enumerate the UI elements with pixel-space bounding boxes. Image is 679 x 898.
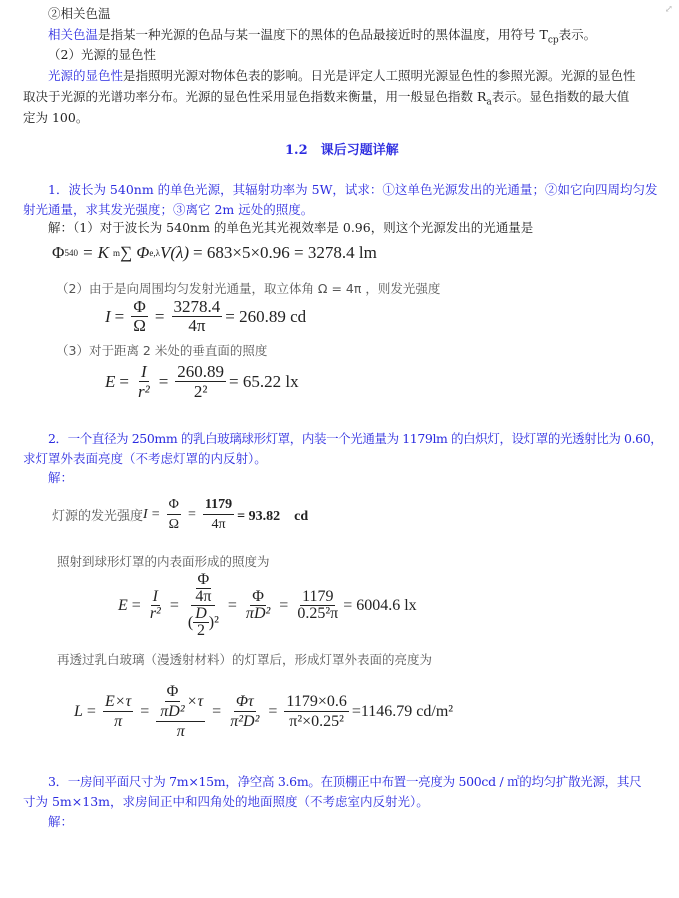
f: Ω — [168, 517, 179, 532]
cr-definition-2 — [23, 87, 629, 113]
q1-formula-3: E = $\frac{I}{\text{r²}}$ = $\frac{260.89}{\text{2²}}$ = 65.22 lx — [105, 362, 299, 401]
q3-text-2: 寸为 5m×13m，求房间正中和四角处的地面照度（不考虑室内反射光）。 — [23, 794, 429, 809]
f: =1146.79 cd/m² — [351, 702, 454, 720]
f: 260.89 — [177, 362, 225, 381]
q1-text-1: 1．波长为 540nm 的单色光源，其辐射功率为 5W，试求：①这单色光源发出的光通量；②如它向四周均匀发 — [48, 182, 658, 197]
term-cct: 相关色温 — [48, 27, 99, 42]
text: 表示。显色指数的最大值 — [491, 89, 630, 104]
f: = 260.89 cd — [225, 306, 307, 326]
q2-text-1: 2．一个直径为 250mm 的乳白玻璃球形灯罩，内装一个光通量为 1179lm 的白炽灯，设灯罩的光透射比为 0.60， — [48, 431, 663, 446]
term-color-rendering: 光源的显色性 — [48, 68, 124, 83]
f: 1179 — [302, 588, 334, 605]
q1-solution-3: （3）对于距离 2 米处的垂直面的照度 — [56, 343, 268, 358]
q2-text-2: 求灯罩外表面亮度（不考虑灯罩的内反射）。 — [23, 451, 267, 466]
f: Φτ — [235, 693, 254, 710]
f: r² — [137, 382, 150, 401]
text: 是指照明光源对物体色表的影响。日光是评定人工照明光源显色性的参照光源。光源的显色性 — [123, 68, 636, 83]
f: = 683×5×0.96 = 3278.4 lm — [193, 243, 377, 262]
f: 2² — [193, 382, 208, 401]
f: r² — [149, 605, 161, 622]
q2-formula-3: L = $\frac{E\times\tau}{\pi}$ = $\frac{\Phi}{\text{πD²}}$ ×τ π = $\frac{\Phi\tau}{\text{π²D²}}$ = $\frac{1179\times 0.6}{\text{π²×0.25²}}$ =1146.79 cd/m² — [74, 683, 454, 740]
f: E — [105, 371, 116, 391]
q1-solution-2: （2）由于是向周围均匀发射光通量，取立体角 Ω = 4π ，则发光强度 — [56, 281, 441, 296]
text: 取决于光源的光谱功率分布。光源的显色性采用显色指数来衡量，用一般显色指数 R — [23, 89, 487, 104]
f: e,λ — [149, 248, 160, 258]
f: E×τ — [104, 693, 132, 710]
f: Φ — [252, 588, 264, 605]
subscript: a — [486, 97, 492, 108]
subscript: cp — [547, 35, 559, 46]
f: 4π — [211, 517, 226, 532]
f: π — [114, 713, 123, 730]
f: 1179×0.6 — [286, 693, 347, 710]
cr-definition-1 — [48, 66, 636, 86]
f: ∑ Φ — [120, 243, 150, 262]
f: 0.25²π — [297, 605, 339, 622]
cr-definition-3: 定为 100。 — [23, 110, 89, 125]
f: π — [176, 723, 185, 740]
f: πD² — [160, 703, 185, 720]
f: = K — [81, 243, 109, 262]
f: Φ — [197, 571, 210, 588]
q2-formula-2: E = $\frac{I}{\text{r²}}$ = Φ 4π ( D 2 )² = $\frac{\Phi}{\text{πD²}}$ = $\frac{1179}{\text{0.25²π}}$ = 6004.6 lx — [118, 571, 417, 639]
q2-text-luminance: 再透过乳白玻璃（漫透射材料）的灯罩后，形成灯罩外表面的亮度为 — [57, 652, 433, 667]
f: 3278.4 — [173, 297, 221, 316]
f: E — [118, 596, 128, 614]
f: π²D² — [230, 713, 260, 730]
f: 540 — [64, 248, 78, 258]
section-heading: 1.2 课后习题详解 — [285, 143, 399, 158]
f: I — [152, 588, 158, 605]
f: I — [143, 506, 148, 522]
text: 是指某一种光源的色品与某一温度下的黑体的色品最接近时的黑体温度，用符号 T — [98, 27, 548, 42]
f: D — [195, 605, 207, 622]
f: 4π — [188, 316, 206, 335]
f: m — [113, 248, 121, 258]
q1-text-2: 射光通量，求其发光强度；③离它 2m 远处的照度。 — [23, 202, 314, 217]
f: L — [74, 702, 83, 720]
f: Ω — [133, 316, 146, 335]
f: 4π — [195, 588, 212, 605]
q3-text-1: 3．一房间平面尺寸为 7m×15m，净空高 3.6m。在顶棚正中布置一亮度为 500cd / ㎡的均匀扩散光源，其尺 — [48, 774, 642, 789]
q1-solution-1: 解：（1）对于波长为 540nm 的单色光其光视效率是 0.96，则这个光源发出的光通量是 — [48, 220, 534, 235]
q2-solution: 解： — [48, 470, 74, 485]
q2-text-illuminance: 照射到球形灯罩的内表面形成的照度为 — [57, 554, 270, 569]
q2-formula-1: 灯源的发光强度 I = $\frac{\Phi}{\Omega}$ = $\frac{1179}{4\pi}$ = 93.82 cd — [52, 497, 309, 532]
f: 2 — [196, 622, 205, 639]
f: Φ — [166, 683, 179, 700]
section-title: （2）光源的显色性 — [48, 47, 156, 62]
f: πD² — [245, 605, 271, 622]
f: = 93.82 cd — [237, 508, 309, 524]
f: V(λ) — [159, 243, 190, 262]
q3-solution: 解： — [48, 814, 74, 829]
f: I — [141, 362, 147, 381]
f: Φ — [133, 297, 146, 316]
text: 表示。 — [558, 27, 597, 42]
f: Φ — [167, 495, 181, 515]
f: 灯源的发光强度 — [52, 509, 144, 524]
subsection-title: ②相关色温 — [48, 6, 111, 21]
f: = 6004.6 lx — [343, 596, 417, 614]
f: π²×0.25² — [289, 713, 344, 730]
f: I — [105, 306, 111, 326]
q1-formula-1 — [52, 243, 381, 263]
f: 1179 — [203, 495, 234, 515]
q1-formula-2: I = $\frac{\Phi}{\Omega}$ = $\frac{3278.4}{4\pi}$ = 260.89 cd — [105, 297, 307, 335]
expand-icon[interactable]: ⤢ — [664, 4, 673, 15]
f: Φ — [52, 243, 65, 262]
f: = 65.22 lx — [229, 371, 299, 391]
f: ×τ — [186, 693, 204, 710]
